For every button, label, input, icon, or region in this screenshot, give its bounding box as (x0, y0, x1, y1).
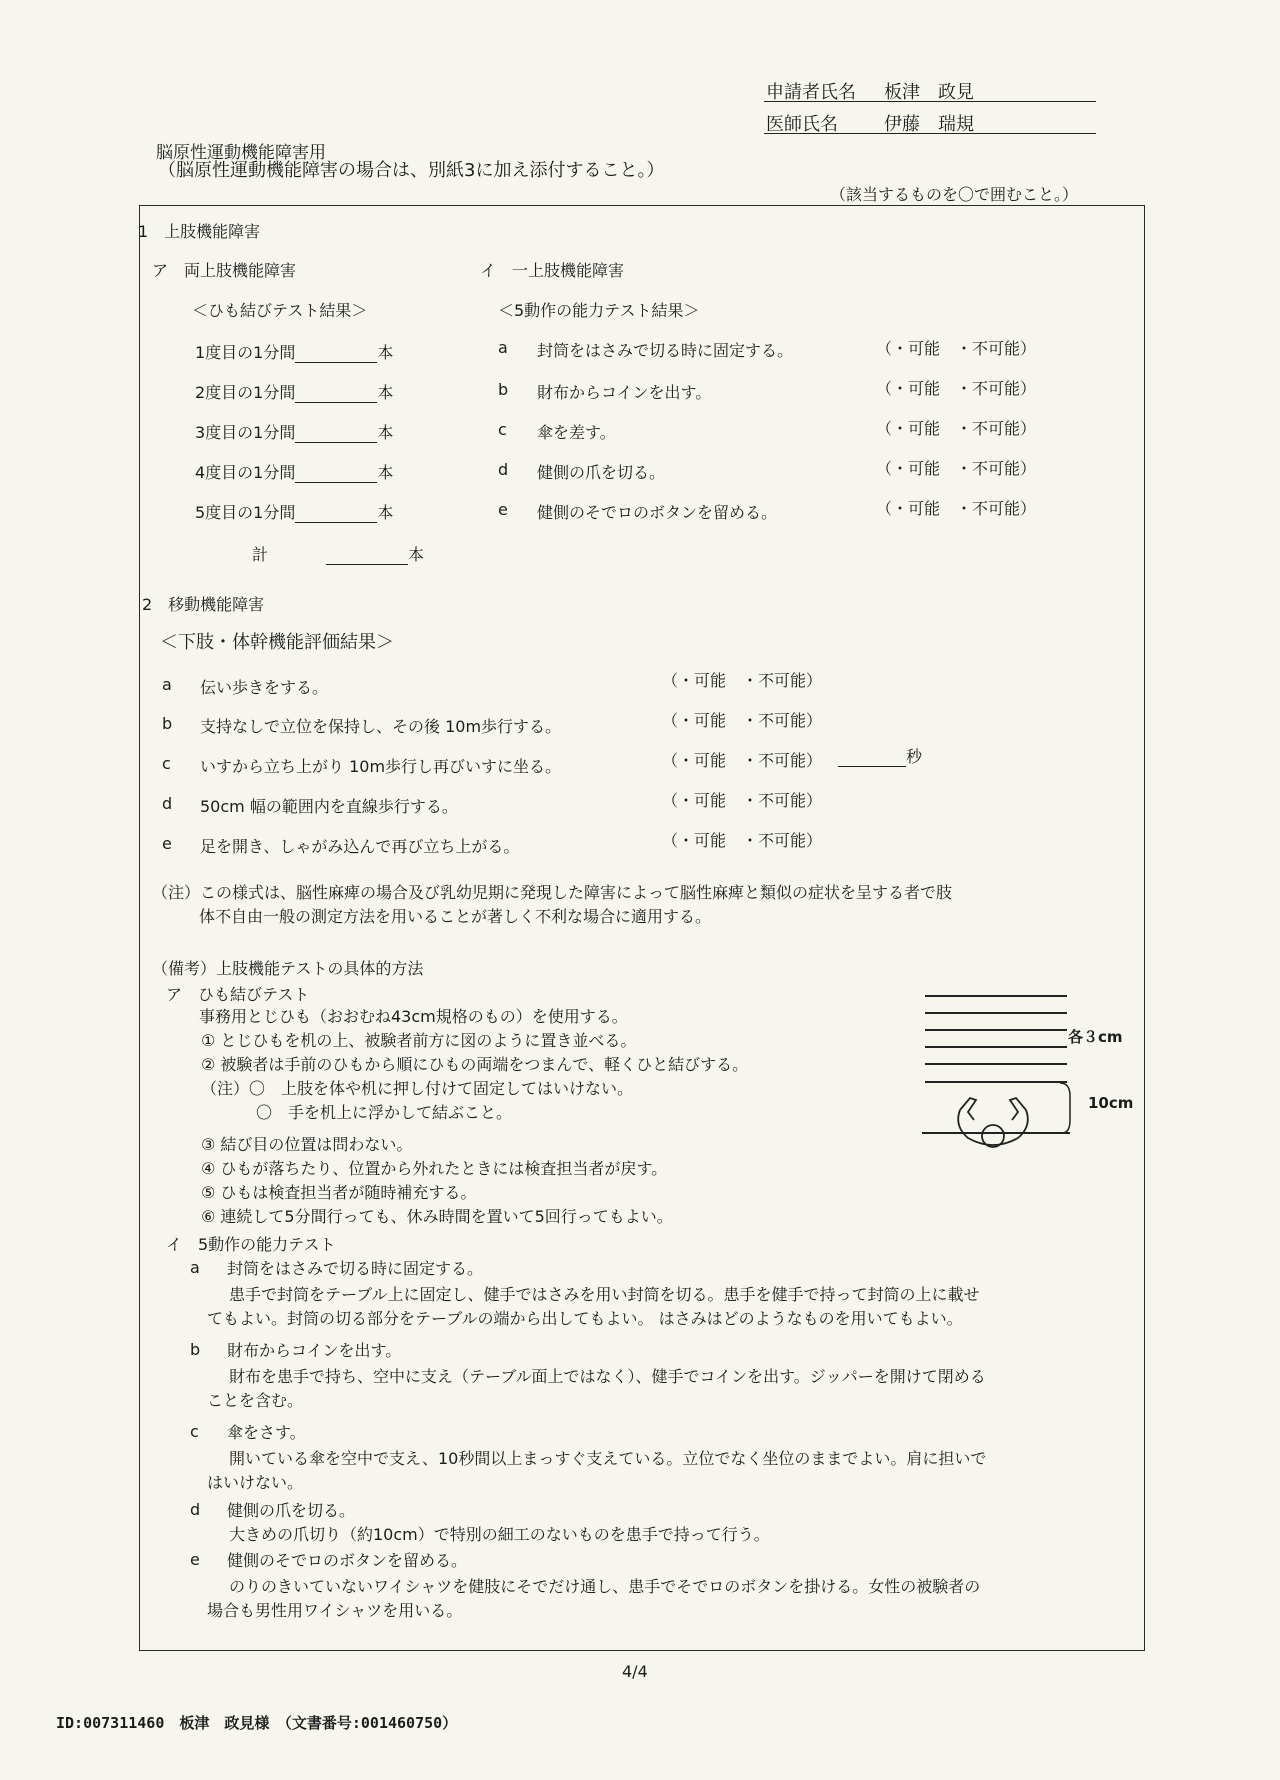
task-letter: d (498, 460, 509, 479)
method-title: 封筒をはさみで切る時に固定する。 (227, 1259, 484, 1278)
trial-row (195, 460, 393, 483)
applicant-name: 板津 政見 (884, 82, 974, 103)
seconds-unit: 秒 (906, 747, 923, 766)
method-title: 健側の爪を切る。 (227, 1501, 356, 1520)
method-letter: e (190, 1550, 200, 1569)
mobility-letter: a (162, 675, 172, 694)
trial-label: 4度目の1分間 (195, 463, 296, 482)
doctor-underline (764, 133, 1096, 134)
task-text: 財布からコインを出す。 (537, 383, 712, 402)
mobility-text: 足を開き、しゃがみ込んで再び立ち上がる。 (200, 837, 520, 856)
section1-heading: 1 上肢機能障害 (138, 222, 261, 241)
lower-limb-results-heading: ＜下肢・体幹機能評価結果＞ (160, 632, 394, 653)
trial-row (195, 380, 393, 403)
distance-label: 10cm (1088, 1094, 1134, 1112)
task-options[interactable]: （・可能 ・不可能） (876, 499, 1037, 518)
method-line: 患手で封筒をテーブル上に固定し、健手ではさみを用い封筒を切る。患手を健手で持って封筒の上に載せ (229, 1285, 980, 1304)
string-line (925, 1012, 1067, 1014)
remarks-b-heading: イ 5動作の能力テスト (166, 1235, 336, 1254)
method-line: はいけない。 (207, 1473, 304, 1492)
method-letter: a (190, 1258, 200, 1277)
applicant-underline (764, 101, 1096, 102)
step: （注）〇 上肢を体や机に押し付けて固定してはいけない。 (201, 1079, 634, 1098)
trial-label: 3度目の1分間 (195, 423, 296, 442)
task-options[interactable]: （・可能 ・不可能） (876, 379, 1037, 398)
trial-label: 5度目の1分間 (195, 503, 296, 522)
method-line: 大きめの爪切り（約10cm）で特別の細工のないものを患手で持って行う。 (229, 1525, 770, 1544)
note-line-2: 体不自由一般の測定方法を用いることが著しく不利な場合に適用する。 (199, 907, 712, 926)
mobility-letter: c (162, 754, 171, 773)
mobility-options[interactable]: （・可能 ・不可能） (662, 791, 823, 810)
trial-unit: 本 (377, 343, 394, 362)
method-letter: d (190, 1500, 201, 1519)
string-line (925, 1029, 1067, 1031)
trial-label: 2度目の1分間 (195, 383, 296, 402)
method-letter: b (190, 1340, 201, 1359)
step: ② 被験者は手前のひもから順にひもの両端をつまんで、軽くひと結びする。 (201, 1055, 749, 1074)
step: ③ 結び目の位置は問わない。 (201, 1135, 413, 1154)
step: ④ ひもが落ちたり、位置から外れたときには検査担当者が戻す。 (201, 1159, 668, 1178)
method-line: 財布を患手で持ち、空中に支え（テーブル面上ではなく）、健手でコインを出す。ジッパーを開けて閉める (229, 1367, 986, 1386)
step: ⑤ ひもは検査担当者が随時補充する。 (201, 1183, 477, 1202)
form-subtitle: （脳原性運動機能障害の場合は、別紙3に加え添付すること。） (158, 160, 665, 181)
task-options[interactable]: （・可能 ・不可能） (876, 419, 1037, 438)
string-line (925, 1063, 1067, 1065)
method-line: 開いている傘を空中で支え、10秒間以上まっすぐ支えている。立位でなく坐位のままでよい。肩に担いで (229, 1449, 987, 1468)
spacing-label: 各３cm (1068, 1028, 1123, 1046)
method-title: 傘をさす。 (227, 1423, 306, 1442)
trial-count-field[interactable] (295, 522, 377, 523)
remarks-a-intro: 事務用とじひも（おおむね43cm規格のもの）を使用する。 (199, 1007, 628, 1026)
trial-row (195, 340, 393, 363)
seconds-field[interactable] (838, 766, 906, 767)
mobility-options[interactable]: （・可能 ・不可能） (662, 711, 823, 730)
mobility-text: 支持なしで立位を保持し、その後 10m歩行する。 (200, 717, 562, 736)
trial-unit: 本 (377, 503, 394, 522)
seconds-row (838, 744, 922, 767)
note-line-1: （注）この様式は、脳性麻痺の場合及び乳幼児期に発現した障害によって脳性麻痺と類似の症状を呈する者で肢 (152, 883, 953, 902)
doctor-name: 伊藤 瑞規 (884, 114, 974, 135)
total-unit: 本 (408, 545, 425, 564)
total-count-field[interactable] (326, 564, 408, 565)
mobility-options[interactable]: （・可能 ・不可能） (662, 751, 823, 770)
trial-unit: 本 (377, 423, 394, 442)
section1-a-heading: ア 両上肢機能障害 (152, 261, 297, 280)
section2-heading: 2 移動機能障害 (142, 595, 265, 614)
remarks-heading: （備考）上肢機能テストの具体的方法 (152, 959, 424, 978)
mobility-letter: e (162, 834, 172, 853)
task-options[interactable]: （・可能 ・不可能） (876, 339, 1037, 358)
task-text: 封筒をはさみで切る時に固定する。 (537, 341, 794, 360)
trial-count-field[interactable] (295, 402, 377, 403)
method-title: 財布からコインを出す。 (227, 1341, 402, 1360)
method-letter: c (190, 1422, 199, 1441)
person-at-desk-icon (920, 1078, 1080, 1158)
step: ① とじひもを机の上、被験者前方に図のように置き並べる。 (201, 1031, 637, 1050)
circle-note: （該当するものを〇で囲むこと。） (830, 185, 1079, 204)
task-letter: a (498, 338, 508, 357)
task-text: 健側のそでロのボタンを留める。 (537, 503, 778, 522)
page-number: 4/4 (622, 1662, 648, 1681)
method-line: 場合も男性用ワイシャツを用いる。 (207, 1601, 463, 1620)
total-label: 計 (252, 545, 269, 564)
mobility-options[interactable]: （・可能 ・不可能） (662, 831, 823, 850)
task-letter: c (498, 420, 507, 439)
trial-count-field[interactable] (295, 442, 377, 443)
string-line (925, 995, 1067, 997)
total-row (326, 542, 424, 565)
trial-count-field[interactable] (295, 362, 377, 363)
task-options[interactable]: （・可能 ・不可能） (876, 459, 1037, 478)
step: 〇 手を机上に浮かして結ぶこと。 (256, 1103, 513, 1122)
mobility-text: 50cm 幅の範囲内を直線歩行する。 (200, 797, 458, 816)
step: ⑥ 連続して5分間行っても、休み時間を置いて5回行ってもよい。 (201, 1207, 673, 1226)
doctor-label: 医師氏名 (766, 114, 838, 135)
mobility-letter: d (162, 794, 173, 813)
task-text: 健側の爪を切る。 (537, 463, 666, 482)
trial-unit: 本 (377, 463, 394, 482)
string-line (925, 1046, 1067, 1048)
task-text: 傘を差す。 (537, 423, 616, 442)
method-line: のりのきいていないワイシャツを健肢にそでだけ通し、患手でそでロのボタンを掛ける。女性の被験者の (229, 1577, 981, 1596)
trial-count-field[interactable] (295, 482, 377, 483)
method-title: 健側のそでロのボタンを留める。 (227, 1551, 468, 1570)
form-title: 脳原性運動機能障害用 (156, 143, 326, 163)
applicant-label: 申請者氏名 (766, 82, 856, 103)
remarks-a-heading: ア ひも結びテスト (166, 985, 310, 1004)
method-line: てもよい。封筒の切る部分をテーブルの端から出してもよい。 はさみはどのようなものを用いてもよい。 (207, 1309, 963, 1328)
trial-unit: 本 (377, 383, 394, 402)
section1-b-heading: イ 一上肢機能障害 (480, 261, 625, 280)
string-tie-results-heading: ＜ひも結びテスト結果＞ (192, 301, 368, 320)
method-line: ことを含む。 (207, 1391, 304, 1410)
five-tasks-results-heading: ＜5動作の能力テスト結果＞ (498, 301, 700, 320)
mobility-letter: b (162, 714, 173, 733)
document-id-line: ID:007311460 板津 政見様 （文書番号:001460750） (56, 1714, 458, 1732)
task-letter: e (498, 500, 508, 519)
trial-row (195, 420, 393, 443)
mobility-text: 伝い歩きをする。 (200, 678, 329, 697)
mobility-text: いすから立ち上がり 10m歩行し再びいすに坐る。 (200, 757, 562, 776)
trial-row (195, 500, 393, 523)
trial-label: 1度目の1分間 (195, 343, 296, 362)
task-letter: b (498, 380, 509, 399)
mobility-options[interactable]: （・可能 ・不可能） (662, 671, 823, 690)
